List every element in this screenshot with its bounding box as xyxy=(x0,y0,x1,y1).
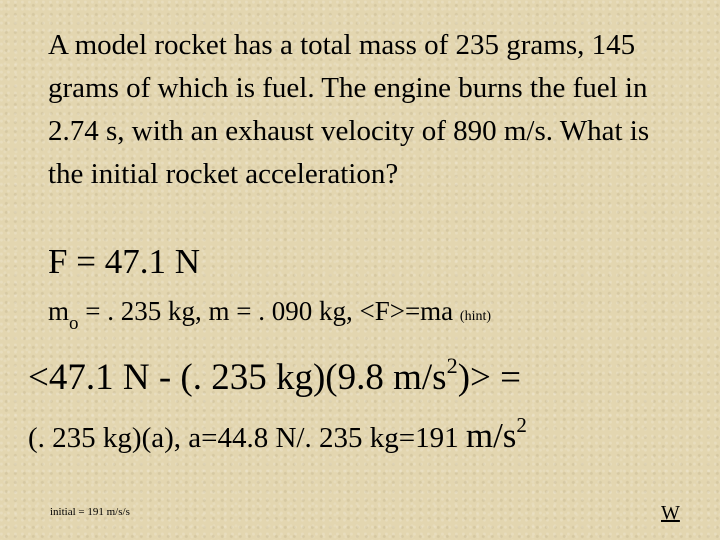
equation-1-exponent: 2 xyxy=(446,353,458,379)
footnote: initial = 191 m/s/s xyxy=(50,506,130,518)
equation-2-text: (. 235 kg)(a), a=44.8 N/. 235 kg=191 xyxy=(28,422,466,454)
mass-symbol: m xyxy=(48,296,70,326)
force-value: F = 47.1 N xyxy=(48,242,200,281)
mass-subscript: o xyxy=(69,313,79,334)
hint-label: (hint) xyxy=(459,309,492,324)
problem-statement: A model rocket has a total mass of 235 grams, 145 grams of which is fuel. The engine burns the fuel in 2.74 s, with an exhaust velocity of 890 m/s. What is the initial rocket acceleration? xyxy=(48,29,650,190)
equation-2-exponent: 2 xyxy=(516,413,527,438)
masses-text: = . 235 kg, m = . 090 kg, <F>=ma xyxy=(78,296,460,326)
w-link[interactable]: W xyxy=(661,502,680,524)
masses-line xyxy=(48,296,492,334)
equation-line-1 xyxy=(28,353,521,399)
equation-line-2 xyxy=(28,413,527,456)
equation-1-before: <47.1 N - (. 235 kg)(9.8 m/s xyxy=(28,357,447,398)
equation-2-unit: $m/s^2$ xyxy=(465,413,527,455)
equation-1-after: )> = xyxy=(457,357,521,398)
